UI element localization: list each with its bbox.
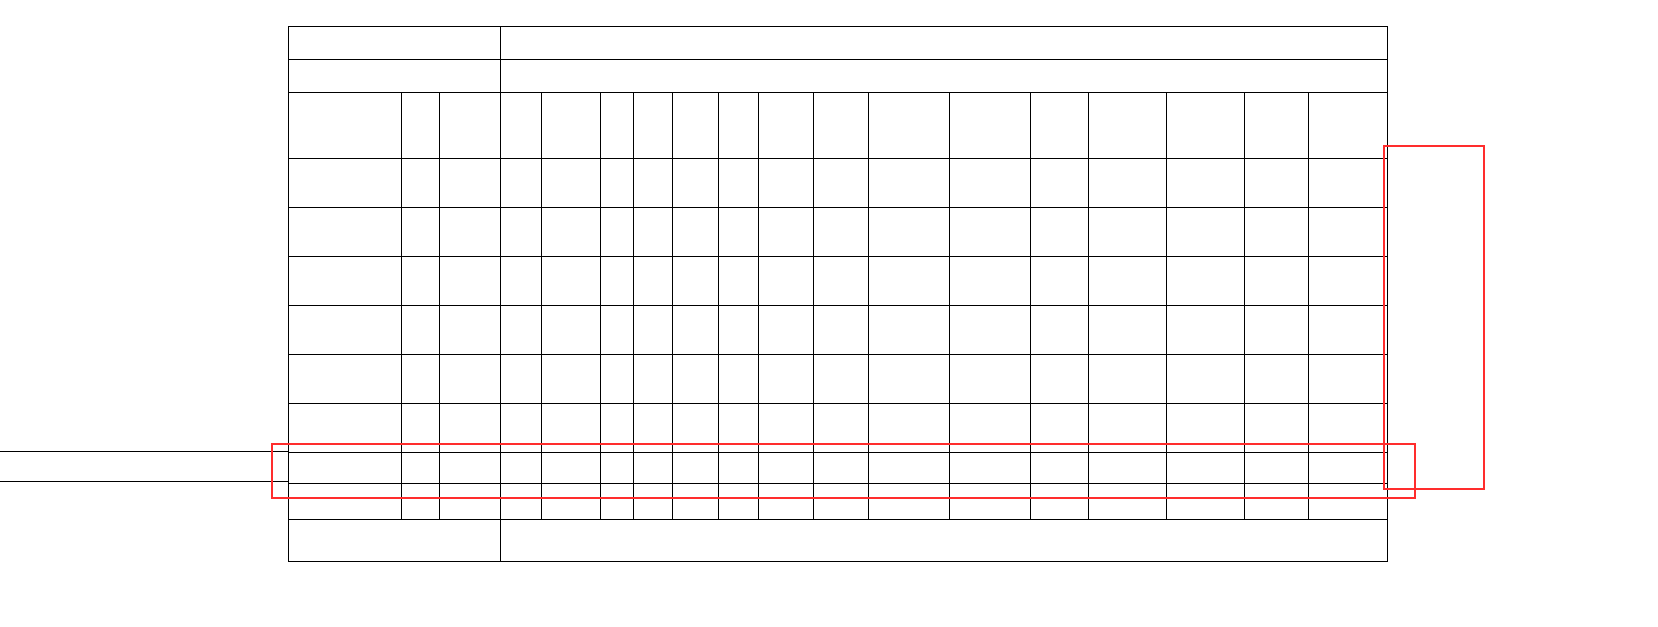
- header-volatile: [673, 93, 718, 158]
- header-penalty-sulfur: [869, 93, 949, 158]
- row-4-col-9: [719, 306, 758, 354]
- row-7-col-13: [950, 453, 1030, 483]
- row-6-col-16: [1167, 404, 1244, 452]
- row-2-col-9: [719, 208, 758, 256]
- row-6-col-12: [869, 404, 949, 452]
- header-amount-in: [1309, 93, 1387, 158]
- row-1-col-5: [542, 159, 600, 207]
- row-5-col-17: [1245, 355, 1308, 403]
- row-6-col-1: [289, 404, 401, 452]
- row-5-col-4: [501, 355, 541, 403]
- row-5-col-14: [1031, 355, 1088, 403]
- row-2-col-4: [501, 208, 541, 256]
- unit-label: [289, 27, 500, 59]
- capital-value: [501, 520, 1387, 561]
- row-3-col-7: [634, 257, 672, 305]
- row-3-col-12: [869, 257, 949, 305]
- row-1-col-10: [759, 159, 813, 207]
- row-3-col-2: [402, 257, 439, 305]
- total-col-12: [869, 484, 949, 519]
- row-5-col-1: [289, 355, 401, 403]
- row-3-col-18: [1309, 257, 1387, 305]
- row-1-col-2: [402, 159, 439, 207]
- row-7-col-2: [402, 453, 439, 483]
- header-settle-price: [1167, 93, 1244, 158]
- row-3-col-13: [950, 257, 1030, 305]
- row-1-col-16: [1167, 159, 1244, 207]
- row-2-col-5: [542, 208, 600, 256]
- row-7-col-6: [601, 453, 633, 483]
- row-3-col-15: [1089, 257, 1166, 305]
- row-3-col-11: [814, 257, 868, 305]
- row-5-col-5: [542, 355, 600, 403]
- row-6-col-9: [719, 404, 758, 452]
- total-col-6: [601, 484, 633, 519]
- row-4-col-6: [601, 306, 633, 354]
- row-6-col-13: [950, 404, 1030, 452]
- row-2-col-7: [634, 208, 672, 256]
- row-4-col-18: [1309, 306, 1387, 354]
- row-7-col-11: [814, 453, 868, 483]
- row-7-col-18: [1309, 453, 1387, 483]
- total-col-14: [1031, 484, 1088, 519]
- row-4-col-8: [673, 306, 718, 354]
- row-7-col-9: [719, 453, 758, 483]
- total-col-8: [673, 484, 718, 519]
- row-2-col-16: [1167, 208, 1244, 256]
- header-water: [601, 93, 633, 158]
- row-4-col-16: [1167, 306, 1244, 354]
- highlight-box-extra-values: [1383, 145, 1485, 490]
- header-deduct-water: [501, 93, 541, 158]
- row-2-col-10: [759, 208, 813, 256]
- total-col-16: [1167, 484, 1244, 519]
- row-1-col-6: [601, 159, 633, 207]
- header-in-total: [440, 93, 500, 158]
- header-sulfur: [719, 93, 758, 158]
- row-5-col-8: [673, 355, 718, 403]
- total-col-10: [759, 484, 813, 519]
- header-contract-price: [1089, 93, 1166, 158]
- capital-label: [289, 520, 500, 561]
- row-2-col-1: [289, 208, 401, 256]
- row-5-col-11: [814, 355, 868, 403]
- row-5-col-15: [1089, 355, 1166, 403]
- header-penalty-calorific: [950, 93, 1030, 158]
- row-4-col-10: [759, 306, 813, 354]
- row-7-col-12: [869, 453, 949, 483]
- row-6-col-3: [440, 404, 500, 452]
- row-1-col-8: [673, 159, 718, 207]
- row-6-col-8: [673, 404, 718, 452]
- row-2-col-12: [869, 208, 949, 256]
- row-3-col-8: [673, 257, 718, 305]
- header-settle-total: [542, 93, 600, 158]
- unit-value: [501, 27, 1387, 59]
- row-2-col-15: [1089, 208, 1166, 256]
- row-6-col-11: [814, 404, 868, 452]
- row-6-col-2: [402, 404, 439, 452]
- row-4-col-1: [289, 306, 401, 354]
- row-4-col-7: [634, 306, 672, 354]
- row-6-col-14: [1031, 404, 1088, 452]
- total-col-2: [402, 484, 439, 519]
- row-4-col-5: [542, 306, 600, 354]
- row-5-col-6: [601, 355, 633, 403]
- total-col-7: [634, 484, 672, 519]
- row-6-col-17: [1245, 404, 1308, 452]
- row-5-col-13: [950, 355, 1030, 403]
- row-2-col-18: [1309, 208, 1387, 256]
- row-3-col-4: [501, 257, 541, 305]
- total-col-4: [501, 484, 541, 519]
- row-4-col-17: [1245, 306, 1308, 354]
- row-6-col-10: [759, 404, 813, 452]
- row-6-col-5: [542, 404, 600, 452]
- row-1-col-11: [814, 159, 868, 207]
- row-7-col-3: [440, 453, 500, 483]
- header-supplier: [289, 93, 401, 158]
- row-7-col-16: [1167, 453, 1244, 483]
- row-7-col-5: [542, 453, 600, 483]
- row-3-col-6: [601, 257, 633, 305]
- row-4-col-13: [950, 306, 1030, 354]
- row-2-col-8: [673, 208, 718, 256]
- row-1-col-13: [950, 159, 1030, 207]
- row-7-col-7: [634, 453, 672, 483]
- row-7-col-10: [759, 453, 813, 483]
- header-slime-deduct: [1031, 93, 1088, 158]
- row-7-col-1: [289, 453, 401, 483]
- header-ash: [634, 93, 672, 158]
- total-label: [289, 484, 401, 519]
- row-4-col-4: [501, 306, 541, 354]
- total-col-18: [1309, 484, 1387, 519]
- row-6-col-4: [501, 404, 541, 452]
- row-3-col-17: [1245, 257, 1308, 305]
- row-3-col-3: [440, 257, 500, 305]
- header-cars: [402, 93, 439, 158]
- row-4-col-14: [1031, 306, 1088, 354]
- row-2-col-3: [440, 208, 500, 256]
- row-7-col-8: [673, 453, 718, 483]
- row-5-col-9: [719, 355, 758, 403]
- row-5-col-12: [869, 355, 949, 403]
- row-6-col-7: [634, 404, 672, 452]
- row-4-col-12: [869, 306, 949, 354]
- header-slime: [814, 93, 868, 158]
- row-7-col-15: [1089, 453, 1166, 483]
- row-2-col-14: [1031, 208, 1088, 256]
- row-3-col-5: [542, 257, 600, 305]
- total-col-5: [542, 484, 600, 519]
- row-2-col-13: [950, 208, 1030, 256]
- total-col-9: [719, 484, 758, 519]
- row-1-col-7: [634, 159, 672, 207]
- row-1-col-9: [719, 159, 758, 207]
- total-col-13: [950, 484, 1030, 519]
- total-col-15: [1089, 484, 1166, 519]
- total-col-17: [1245, 484, 1308, 519]
- row-3-col-9: [719, 257, 758, 305]
- row-5-col-10: [759, 355, 813, 403]
- row-1-col-14: [1031, 159, 1088, 207]
- row-5-col-7: [634, 355, 672, 403]
- row-7-col-17: [1245, 453, 1308, 483]
- left-id-box: [0, 451, 289, 482]
- header-amount-ex: [1245, 93, 1308, 158]
- row-3-col-16: [1167, 257, 1244, 305]
- row-1-col-1: [289, 159, 401, 207]
- total-col-3: [440, 484, 500, 519]
- header-calorific: [759, 93, 813, 158]
- row-1-col-4: [501, 159, 541, 207]
- period-value: [501, 60, 1387, 92]
- row-3-col-14: [1031, 257, 1088, 305]
- row-6-col-18: [1309, 404, 1387, 452]
- row-2-col-2: [402, 208, 439, 256]
- row-4-col-2: [402, 306, 439, 354]
- row-4-col-3: [440, 306, 500, 354]
- row-1-col-17: [1245, 159, 1308, 207]
- row-3-col-1: [289, 257, 401, 305]
- row-2-col-11: [814, 208, 868, 256]
- row-5-col-18: [1309, 355, 1387, 403]
- row-3-col-10: [759, 257, 813, 305]
- row-5-col-2: [402, 355, 439, 403]
- row-2-col-6: [601, 208, 633, 256]
- row-6-col-6: [601, 404, 633, 452]
- row-1-col-3: [440, 159, 500, 207]
- row-2-col-17: [1245, 208, 1308, 256]
- total-col-11: [814, 484, 868, 519]
- row-5-col-16: [1167, 355, 1244, 403]
- row-1-col-15: [1089, 159, 1166, 207]
- row-7-col-14: [1031, 453, 1088, 483]
- row-4-col-11: [814, 306, 868, 354]
- row-7-col-4: [501, 453, 541, 483]
- row-5-col-3: [440, 355, 500, 403]
- row-1-col-18: [1309, 159, 1387, 207]
- row-4-col-15: [1089, 306, 1166, 354]
- row-1-col-12: [869, 159, 949, 207]
- period-label: [289, 60, 500, 92]
- row-6-col-15: [1089, 404, 1166, 452]
